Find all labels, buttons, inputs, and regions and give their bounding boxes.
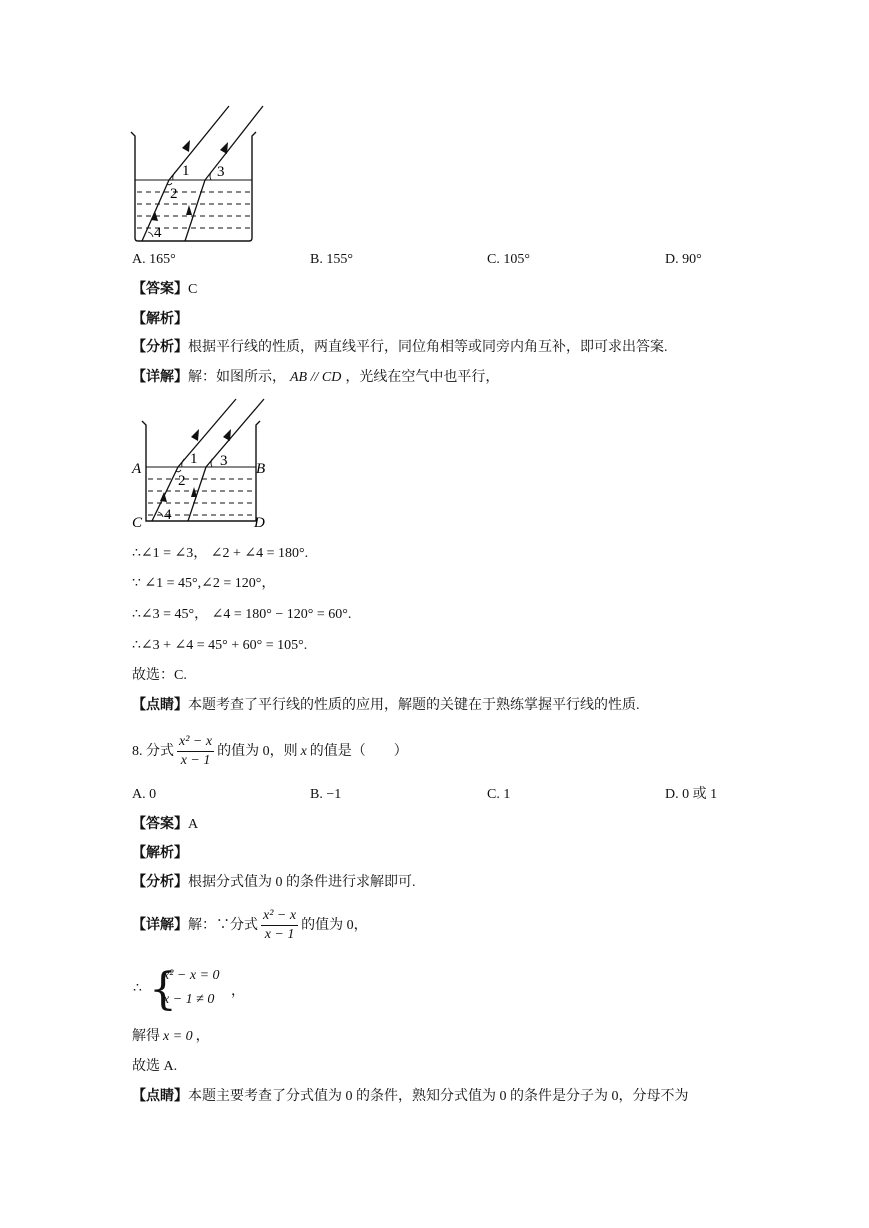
point-label-a: A — [132, 461, 142, 477]
point-label-d: D — [254, 515, 265, 531]
point-label-b: B — [256, 461, 266, 477]
q7-option-b: B. 155° — [310, 252, 353, 267]
angle-label-4: 4 — [154, 225, 162, 241]
q8-option-a: A. 0 — [132, 787, 157, 802]
q7-step-3: ∴∠3 = 45°， ∠4 = 180° − 120° = 60°. — [132, 607, 352, 622]
q7-option-a: A. 165° — [132, 252, 176, 267]
q8-option-d: D. 0 或 1 — [665, 787, 718, 802]
q8-analysis-heading: 【解析】 — [132, 846, 188, 861]
q7-step-1: ∴∠1 = ∠3， ∠2 + ∠4 = 180°. — [132, 546, 309, 561]
q8-option-c: C. 1 — [487, 787, 511, 802]
angle-label-4: 4 — [164, 507, 172, 523]
q8-solve: 解得 x = 0 ， — [132, 1029, 210, 1044]
q8-answer: 【答案】A — [132, 817, 199, 832]
q8-xiangjie: 【详解】解：∵分式 $\frac{\text{x² − x}}{x - 1}$ 的值为 0， — [132, 908, 368, 943]
angle-label-1: 1 — [182, 163, 190, 179]
beaker-figure-1 — [125, 100, 275, 245]
angle-label-2: 2 — [170, 186, 178, 202]
angle-label-1: 1 — [190, 451, 198, 467]
q8-stem-fraction: $\frac{\text{x² − x}}{x - 1}$ — [179, 734, 213, 769]
q8-choose: 故选 A. — [132, 1059, 178, 1074]
q7-option-d: D. 90° — [665, 252, 702, 267]
q8-fenxi: 【分析】根据分式值为 0 的条件进行求解即可. — [132, 875, 416, 890]
q8-stem: 8. 分式 $\frac{\text{x² − x}}{x - 1}$ 的值为 0，则 x 的值是（ ） — [132, 734, 408, 769]
q7-fenxi: 【分析】根据平行线的性质，两直线平行，同位角相等或同旁内角互补，即可求出答案. — [132, 340, 668, 355]
angle-label-3: 3 — [217, 164, 225, 180]
angle-label-3: 3 — [220, 453, 228, 469]
q8-equation-system: ∴ { x² − x = 0 x − 1 ≠ 0 ， — [133, 964, 245, 1015]
q7-analysis-heading: 【解析】 — [132, 312, 188, 327]
q8-xiangjie-fraction: $\frac{\text{x² − x}}{x - 1}$ — [263, 908, 297, 943]
beaker-figure-2 — [128, 395, 278, 535]
q7-choose: 故选：C. — [132, 668, 187, 683]
q8-option-b: B. −1 — [310, 787, 342, 802]
q7-step-2: ∵ ∠1 = 45°,∠2 = 120°， — [132, 576, 276, 591]
q7-answer: 【答案】C — [132, 282, 198, 297]
q7-dianjing: 【点睛】本题考查了平行线的性质的应用，解题的关键在于熟练掌握平行线的性质. — [132, 698, 640, 713]
q7-option-c: C. 105° — [487, 252, 530, 267]
q7-step-4: ∴∠3 + ∠4 = 45° + 60° = 105°. — [132, 638, 308, 653]
angle-label-2: 2 — [178, 473, 186, 489]
point-label-c: C — [132, 515, 143, 531]
q8-dianjing: 【点睛】本题主要考查了分式值为 0 的条件，熟知分式值为 0 的条件是分子为 0，分母不为 — [132, 1089, 689, 1104]
q7-xiangjie: 【详解】解：如图所示， AB // CD ，光线在空气中也平行， — [132, 370, 500, 385]
